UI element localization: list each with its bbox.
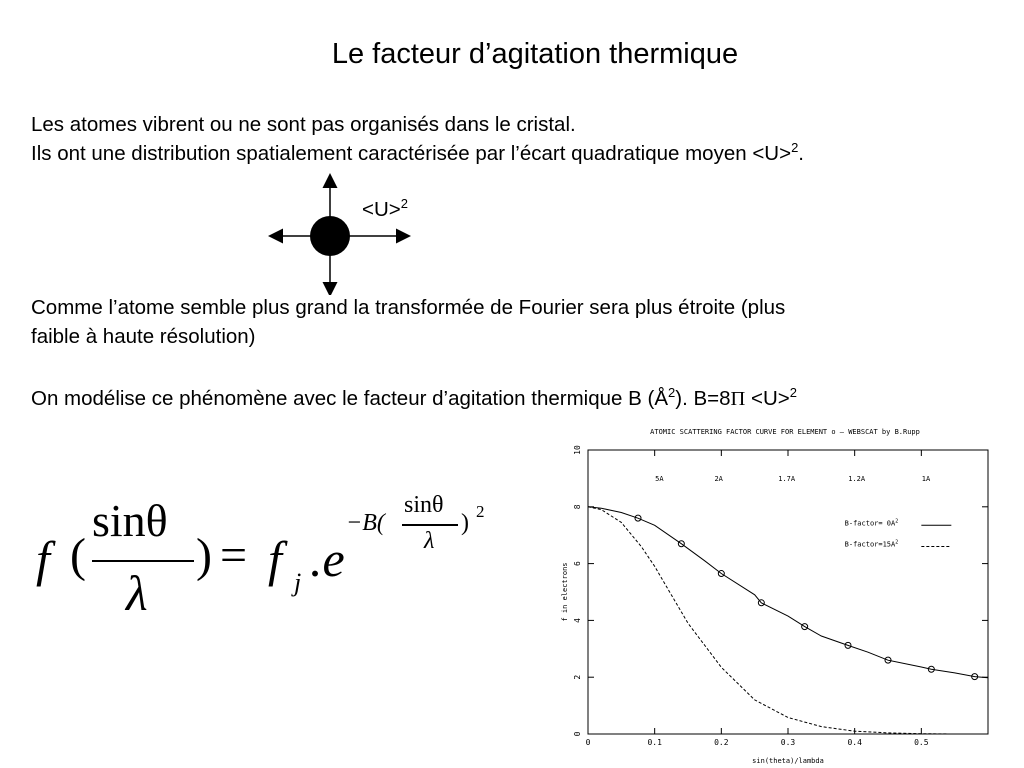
y-tick-label: 2 [573,674,582,680]
formula-exp-minus-b: −B( [346,510,385,536]
y-tick-label: 0 [573,731,582,737]
chart-title: ATOMIC SCATTERING FACTOR CURVE FOR ELEMENT o — WEBSCAT by B.Rupp [650,428,920,436]
intro-line-2-sup: 2 [791,140,799,156]
atom-vibration-diagram [265,170,415,295]
legend-entry-sup: 2 [895,518,899,525]
intro-line-2-text: Ils ont une distribution spatialement caractérisée par l’écart quadratique moyen <U> [31,142,792,165]
model-pi: Π [730,388,746,410]
resolution-label: 5A [655,475,664,484]
scattering-formula [30,490,530,630]
y-tick-label: 8 [573,504,582,510]
model-mid: ). B=8 [675,387,731,410]
x-tick-label: 0.1 [647,738,662,747]
model-u: <U> [745,387,790,410]
model-sup: 2 [668,385,676,401]
model-line [31,384,797,414]
formula-lambda: λ [126,565,148,621]
x-tick-label: 0 [585,738,591,747]
model-text: On modélise ce phénomène avec le facteur d’agitation thermique B (Å [31,387,669,410]
model-u-sup: 2 [789,385,798,401]
formula-e: .e [310,531,345,587]
formula-exp-fraction-bar [402,524,458,526]
formula-j: j [294,568,302,597]
resolution-label: 1.7A [778,475,796,484]
formula-exp-lambda: λ [424,528,435,554]
intro-line-2 [31,139,804,168]
x-tick-label: 0.2 [714,738,729,747]
scattering-factor-chart [555,420,995,768]
fourier-line-2: faible à haute résolution) [31,325,256,348]
y-tick-label: 6 [573,561,582,567]
chart-plot-frame [588,450,988,734]
fourier-line-1: Comme l’atome semble plus grand la transformée de Fourier sera plus étroite (plus [31,296,786,319]
series-line-1 [588,507,988,678]
resolution-label: 1.2A [848,475,866,484]
y-tick-label: 10 [573,445,582,455]
intro-line-2-end: . [798,142,804,165]
slide-title: Le facteur d’agitation thermique [331,38,739,70]
series-line-2 [588,507,975,734]
diagram-label-text: <U> [362,198,401,221]
formula-f: f [36,531,50,587]
formula-fj: f [268,531,282,587]
formula-equals: = [220,529,248,582]
formula-sin-theta: sinθ [92,495,168,546]
legend-entry-sup: 2 [895,539,899,546]
x-tick-label: 0.4 [847,738,862,747]
legend-entry: $B-factor=15A^2$ [844,539,899,549]
x-tick-label: 0.3 [780,738,796,747]
intro-line-1: Les atomes vibrent ou ne sont pas organisés dans le cristal. [31,113,576,136]
x-axis-label: sin(theta)/lambda [752,757,824,765]
resolution-label: 2A [714,475,723,484]
legend-entry: B-factor= $0A^2$ [844,518,899,528]
x-tick-label: 0.5 [914,738,929,747]
chart-legend [845,518,952,548]
formula-rparen: ) [196,529,212,582]
y-axis-ticks [573,445,988,736]
formula-exp-rparen: ) [461,510,469,536]
diagram-label-sup: 2 [400,196,408,212]
y-tick-label: 4 [573,617,582,623]
formula-lparen: ( [70,529,86,582]
resolution-labels [655,475,931,483]
diagram-label [362,198,408,222]
y-axis-label: f in electrons [561,562,569,622]
resolution-label: 1A [921,475,931,484]
formula-exp-sq: 2 [476,502,485,521]
formula-exp-sin-theta: sinθ [404,492,444,518]
atom-circle [310,216,350,256]
chart-series [588,507,988,734]
formula-fraction-bar [92,560,194,562]
